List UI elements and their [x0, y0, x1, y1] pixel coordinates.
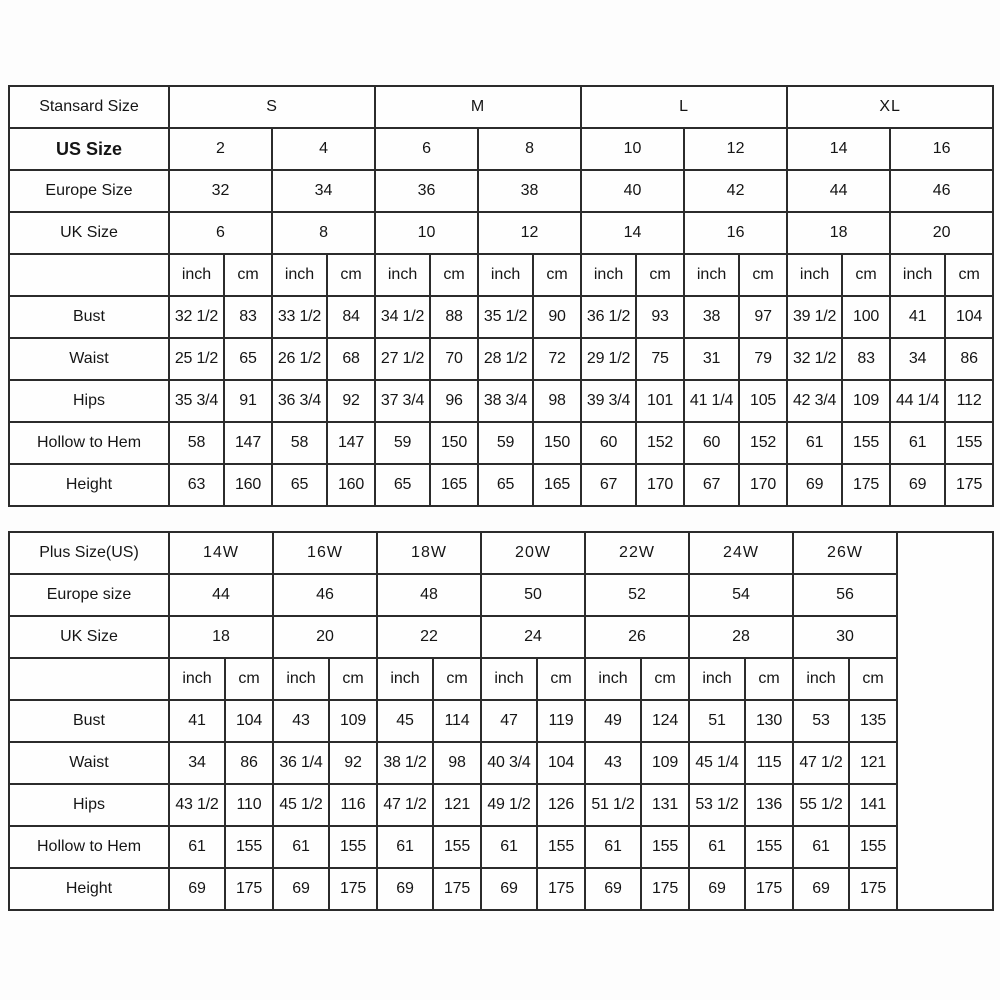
unit-inch-cell: inch: [169, 658, 225, 700]
measurement-value-cell: 33 1/2: [272, 296, 327, 338]
measurement-value-cell: 29 1/2: [581, 338, 636, 380]
measurement-value-cell: 97: [739, 296, 787, 338]
unit-cm-cell: cm: [327, 254, 375, 296]
size-value-cell: 26: [585, 616, 689, 658]
measurement-value-cell: 155: [641, 826, 689, 868]
size-value-cell: 46: [273, 574, 377, 616]
measurement-value-cell: 170: [636, 464, 684, 506]
measurement-value-cell: 69: [377, 868, 433, 910]
empty-label-cell: [9, 658, 169, 700]
unit-cm-cell: cm: [739, 254, 787, 296]
size-value-cell: 16: [890, 128, 993, 170]
unit-inch-cell: inch: [478, 254, 533, 296]
size-group-header: M: [375, 86, 581, 128]
measurement-value-cell: 35 1/2: [478, 296, 533, 338]
unit-cm-cell: cm: [433, 658, 481, 700]
size-group-header: 26W: [793, 532, 897, 574]
size-row: [9, 128, 993, 170]
measurement-value-cell: 72: [533, 338, 581, 380]
measurement-value-cell: 45 1/2: [273, 784, 329, 826]
measurement-value-cell: 98: [433, 742, 481, 784]
measurement-value-cell: 47 1/2: [793, 742, 849, 784]
measurement-value-cell: 61: [787, 422, 842, 464]
row-label: Hips: [9, 380, 169, 422]
measurement-value-cell: 170: [739, 464, 787, 506]
size-group-header: 18W: [377, 532, 481, 574]
measurement-value-cell: 35 3/4: [169, 380, 224, 422]
measurement-row: [9, 826, 993, 868]
size-value-cell: 10: [581, 128, 684, 170]
unit-cm-cell: cm: [533, 254, 581, 296]
measurement-value-cell: 61: [585, 826, 641, 868]
measurement-value-cell: 65: [375, 464, 430, 506]
unit-inch-cell: inch: [585, 658, 641, 700]
measurement-value-cell: 116: [329, 784, 377, 826]
size-value-cell: 30: [793, 616, 897, 658]
measurement-value-cell: 39 1/2: [787, 296, 842, 338]
measurement-row: [9, 742, 993, 784]
measurement-value-cell: 25 1/2: [169, 338, 224, 380]
size-value-cell: 14: [581, 212, 684, 254]
measurement-value-cell: 43: [585, 742, 641, 784]
measurement-row: [9, 296, 993, 338]
measurement-value-cell: 61: [169, 826, 225, 868]
measurement-value-cell: 34: [890, 338, 945, 380]
measurement-value-cell: 36 1/2: [581, 296, 636, 338]
measurement-row: [9, 868, 993, 910]
measurement-value-cell: 61: [377, 826, 433, 868]
unit-cm-cell: cm: [224, 254, 272, 296]
measurement-value-cell: 41 1/4: [684, 380, 739, 422]
size-group-header: 16W: [273, 532, 377, 574]
measurement-value-cell: 63: [169, 464, 224, 506]
size-value-cell: 4: [272, 128, 375, 170]
size-group-header: 20W: [481, 532, 585, 574]
measurement-value-cell: 27 1/2: [375, 338, 430, 380]
size-value-cell: 50: [481, 574, 585, 616]
measurement-value-cell: 175: [537, 868, 585, 910]
size-value-cell: 46: [890, 170, 993, 212]
size-value-cell: 22: [377, 616, 481, 658]
measurement-value-cell: 175: [945, 464, 993, 506]
measurement-value-cell: 155: [842, 422, 890, 464]
size-value-cell: 54: [689, 574, 793, 616]
measurement-value-cell: 124: [641, 700, 689, 742]
row-label: Europe Size: [9, 170, 169, 212]
measurement-value-cell: 130: [745, 700, 793, 742]
measurement-value-cell: 152: [636, 422, 684, 464]
unit-inch-cell: inch: [272, 254, 327, 296]
size-value-cell: 44: [169, 574, 273, 616]
measurement-value-cell: 70: [430, 338, 478, 380]
measurement-value-cell: 36 1/4: [273, 742, 329, 784]
measurement-value-cell: 38 3/4: [478, 380, 533, 422]
measurement-value-cell: 100: [842, 296, 890, 338]
size-value-cell: 14: [787, 128, 890, 170]
unit-inch-cell: inch: [481, 658, 537, 700]
row-label: Height: [9, 464, 169, 506]
measurement-value-cell: 43: [273, 700, 329, 742]
measurement-value-cell: 175: [225, 868, 273, 910]
measurement-value-cell: 115: [745, 742, 793, 784]
measurement-value-cell: 69: [481, 868, 537, 910]
empty-label-cell: [9, 254, 169, 296]
row-label: Bust: [9, 296, 169, 338]
header-row: [9, 86, 993, 128]
row-label: Hips: [9, 784, 169, 826]
measurement-value-cell: 86: [225, 742, 273, 784]
size-group-header: L: [581, 86, 787, 128]
row-label: Bust: [9, 700, 169, 742]
measurement-value-cell: 49: [585, 700, 641, 742]
unit-cm-cell: cm: [225, 658, 273, 700]
measurement-value-cell: 69: [787, 464, 842, 506]
measurement-row: [9, 784, 993, 826]
measurement-value-cell: 92: [329, 742, 377, 784]
row-label: Waist: [9, 338, 169, 380]
unit-cm-cell: cm: [537, 658, 585, 700]
measurement-value-cell: 34: [169, 742, 225, 784]
unit-inch-cell: inch: [273, 658, 329, 700]
measurement-value-cell: 96: [430, 380, 478, 422]
measurement-value-cell: 141: [849, 784, 897, 826]
size-row: [9, 212, 993, 254]
size-value-cell: 8: [478, 128, 581, 170]
unit-inch-cell: inch: [787, 254, 842, 296]
measurement-value-cell: 150: [430, 422, 478, 464]
size-value-cell: 16: [684, 212, 787, 254]
size-value-cell: 6: [375, 128, 478, 170]
size-value-cell: 10: [375, 212, 478, 254]
measurement-value-cell: 86: [945, 338, 993, 380]
unit-inch-cell: inch: [375, 254, 430, 296]
unit-inch-cell: inch: [377, 658, 433, 700]
measurement-value-cell: 65: [478, 464, 533, 506]
size-value-cell: 42: [684, 170, 787, 212]
measurement-value-cell: 26 1/2: [272, 338, 327, 380]
measurement-value-cell: 67: [684, 464, 739, 506]
size-group-header: 22W: [585, 532, 689, 574]
measurement-value-cell: 175: [745, 868, 793, 910]
measurement-value-cell: 28 1/2: [478, 338, 533, 380]
size-value-cell: 6: [169, 212, 272, 254]
measurement-value-cell: 121: [433, 784, 481, 826]
measurement-value-cell: 104: [945, 296, 993, 338]
measurement-row: [9, 422, 993, 464]
row-label: UK Size: [9, 616, 169, 658]
corner-label: Plus Size(US): [9, 532, 169, 574]
measurement-value-cell: 53 1/2: [689, 784, 745, 826]
size-row: [9, 170, 993, 212]
measurement-value-cell: 104: [225, 700, 273, 742]
measurement-value-cell: 69: [793, 868, 849, 910]
measurement-value-cell: 83: [842, 338, 890, 380]
unit-cm-cell: cm: [636, 254, 684, 296]
measurement-value-cell: 45 1/4: [689, 742, 745, 784]
unit-cm-cell: cm: [745, 658, 793, 700]
row-label: Europe size: [9, 574, 169, 616]
measurement-value-cell: 160: [224, 464, 272, 506]
size-value-cell: 32: [169, 170, 272, 212]
measurement-value-cell: 43 1/2: [169, 784, 225, 826]
measurement-value-cell: 40 3/4: [481, 742, 537, 784]
measurement-value-cell: 155: [745, 826, 793, 868]
measurement-row: [9, 464, 993, 506]
header-row: [9, 532, 993, 574]
size-value-cell: 34: [272, 170, 375, 212]
size-value-cell: 18: [169, 616, 273, 658]
measurement-value-cell: 58: [169, 422, 224, 464]
measurement-value-cell: 155: [849, 826, 897, 868]
measurement-row: [9, 700, 993, 742]
measurement-row: [9, 338, 993, 380]
row-label: US Size: [9, 128, 169, 170]
measurement-value-cell: 60: [684, 422, 739, 464]
measurement-value-cell: 51: [689, 700, 745, 742]
size-value-cell: 40: [581, 170, 684, 212]
measurement-value-cell: 38: [684, 296, 739, 338]
corner-label: Stansard Size: [9, 86, 169, 128]
measurement-value-cell: 119: [537, 700, 585, 742]
size-value-cell: 12: [684, 128, 787, 170]
measurement-value-cell: 37 3/4: [375, 380, 430, 422]
unit-inch-cell: inch: [684, 254, 739, 296]
unit-inch-cell: inch: [581, 254, 636, 296]
measurement-value-cell: 69: [585, 868, 641, 910]
measurement-value-cell: 110: [225, 784, 273, 826]
measurement-value-cell: 147: [327, 422, 375, 464]
measurement-value-cell: 109: [842, 380, 890, 422]
size-value-cell: 28: [689, 616, 793, 658]
size-group-header: 14W: [169, 532, 273, 574]
measurement-value-cell: 155: [225, 826, 273, 868]
measurement-value-cell: 67: [581, 464, 636, 506]
measurement-value-cell: 165: [533, 464, 581, 506]
measurement-value-cell: 155: [537, 826, 585, 868]
measurement-value-cell: 68: [327, 338, 375, 380]
measurement-value-cell: 60: [581, 422, 636, 464]
size-value-cell: 12: [478, 212, 581, 254]
measurement-value-cell: 75: [636, 338, 684, 380]
measurement-value-cell: 49 1/2: [481, 784, 537, 826]
measurement-value-cell: 32 1/2: [787, 338, 842, 380]
measurement-value-cell: 69: [273, 868, 329, 910]
measurement-value-cell: 51 1/2: [585, 784, 641, 826]
row-label: Hollow to Hem: [9, 422, 169, 464]
plus-size-table: [8, 531, 994, 911]
size-value-cell: 52: [585, 574, 689, 616]
measurement-value-cell: 61: [689, 826, 745, 868]
measurement-value-cell: 104: [537, 742, 585, 784]
measurement-value-cell: 44 1/4: [890, 380, 945, 422]
measurement-value-cell: 69: [689, 868, 745, 910]
measurement-value-cell: 93: [636, 296, 684, 338]
measurement-value-cell: 41: [169, 700, 225, 742]
measurement-value-cell: 155: [945, 422, 993, 464]
measurement-value-cell: 88: [430, 296, 478, 338]
measurement-value-cell: 175: [849, 868, 897, 910]
size-value-cell: 36: [375, 170, 478, 212]
measurement-value-cell: 175: [329, 868, 377, 910]
unit-inch-cell: inch: [793, 658, 849, 700]
measurement-value-cell: 165: [430, 464, 478, 506]
unit-cm-cell: cm: [329, 658, 377, 700]
unit-row: [9, 658, 993, 700]
measurement-value-cell: 65: [224, 338, 272, 380]
measurement-value-cell: 59: [375, 422, 430, 464]
measurement-value-cell: 175: [842, 464, 890, 506]
measurement-value-cell: 109: [329, 700, 377, 742]
size-value-cell: 24: [481, 616, 585, 658]
measurement-value-cell: 61: [793, 826, 849, 868]
measurement-value-cell: 114: [433, 700, 481, 742]
empty-spacer-cell: [897, 532, 993, 910]
size-value-cell: 48: [377, 574, 481, 616]
measurement-value-cell: 131: [641, 784, 689, 826]
size-value-cell: 56: [793, 574, 897, 616]
measurement-value-cell: 31: [684, 338, 739, 380]
unit-cm-cell: cm: [945, 254, 993, 296]
measurement-value-cell: 105: [739, 380, 787, 422]
standard-size-table: [8, 85, 994, 507]
unit-cm-cell: cm: [849, 658, 897, 700]
measurement-value-cell: 135: [849, 700, 897, 742]
measurement-value-cell: 65: [272, 464, 327, 506]
measurement-value-cell: 32 1/2: [169, 296, 224, 338]
measurement-value-cell: 175: [641, 868, 689, 910]
measurement-value-cell: 47 1/2: [377, 784, 433, 826]
measurement-value-cell: 98: [533, 380, 581, 422]
measurement-value-cell: 53: [793, 700, 849, 742]
measurement-value-cell: 147: [224, 422, 272, 464]
size-row: [9, 616, 993, 658]
size-value-cell: 20: [890, 212, 993, 254]
measurement-value-cell: 136: [745, 784, 793, 826]
unit-cm-cell: cm: [842, 254, 890, 296]
measurement-value-cell: 59: [478, 422, 533, 464]
row-label: Height: [9, 868, 169, 910]
measurement-value-cell: 83: [224, 296, 272, 338]
measurement-value-cell: 91: [224, 380, 272, 422]
size-row: [9, 574, 993, 616]
measurement-value-cell: 45: [377, 700, 433, 742]
size-chart: [8, 85, 992, 911]
measurement-value-cell: 47: [481, 700, 537, 742]
measurement-value-cell: 61: [481, 826, 537, 868]
measurement-value-cell: 41: [890, 296, 945, 338]
measurement-value-cell: 38 1/2: [377, 742, 433, 784]
unit-inch-cell: inch: [689, 658, 745, 700]
size-value-cell: 20: [273, 616, 377, 658]
size-value-cell: 38: [478, 170, 581, 212]
unit-inch-cell: inch: [890, 254, 945, 296]
measurement-value-cell: 69: [169, 868, 225, 910]
size-value-cell: 8: [272, 212, 375, 254]
measurement-value-cell: 61: [273, 826, 329, 868]
row-label: Waist: [9, 742, 169, 784]
measurement-value-cell: 155: [433, 826, 481, 868]
size-group-header: S: [169, 86, 375, 128]
measurement-value-cell: 101: [636, 380, 684, 422]
measurement-value-cell: 92: [327, 380, 375, 422]
measurement-value-cell: 84: [327, 296, 375, 338]
size-value-cell: 2: [169, 128, 272, 170]
size-value-cell: 18: [787, 212, 890, 254]
measurement-value-cell: 150: [533, 422, 581, 464]
measurement-value-cell: 175: [433, 868, 481, 910]
unit-inch-cell: inch: [169, 254, 224, 296]
measurement-value-cell: 58: [272, 422, 327, 464]
measurement-value-cell: 61: [890, 422, 945, 464]
measurement-value-cell: 112: [945, 380, 993, 422]
measurement-value-cell: 79: [739, 338, 787, 380]
row-label: UK Size: [9, 212, 169, 254]
size-group-header: 24W: [689, 532, 793, 574]
measurement-row: [9, 380, 993, 422]
measurement-value-cell: 109: [641, 742, 689, 784]
unit-row: [9, 254, 993, 296]
size-group-header: XL: [787, 86, 993, 128]
measurement-value-cell: 126: [537, 784, 585, 826]
measurement-value-cell: 39 3/4: [581, 380, 636, 422]
measurement-value-cell: 160: [327, 464, 375, 506]
measurement-value-cell: 69: [890, 464, 945, 506]
measurement-value-cell: 55 1/2: [793, 784, 849, 826]
size-value-cell: 44: [787, 170, 890, 212]
unit-cm-cell: cm: [430, 254, 478, 296]
measurement-value-cell: 121: [849, 742, 897, 784]
measurement-value-cell: 90: [533, 296, 581, 338]
unit-cm-cell: cm: [641, 658, 689, 700]
measurement-value-cell: 42 3/4: [787, 380, 842, 422]
measurement-value-cell: 152: [739, 422, 787, 464]
row-label: Hollow to Hem: [9, 826, 169, 868]
measurement-value-cell: 36 3/4: [272, 380, 327, 422]
measurement-value-cell: 34 1/2: [375, 296, 430, 338]
measurement-value-cell: 155: [329, 826, 377, 868]
